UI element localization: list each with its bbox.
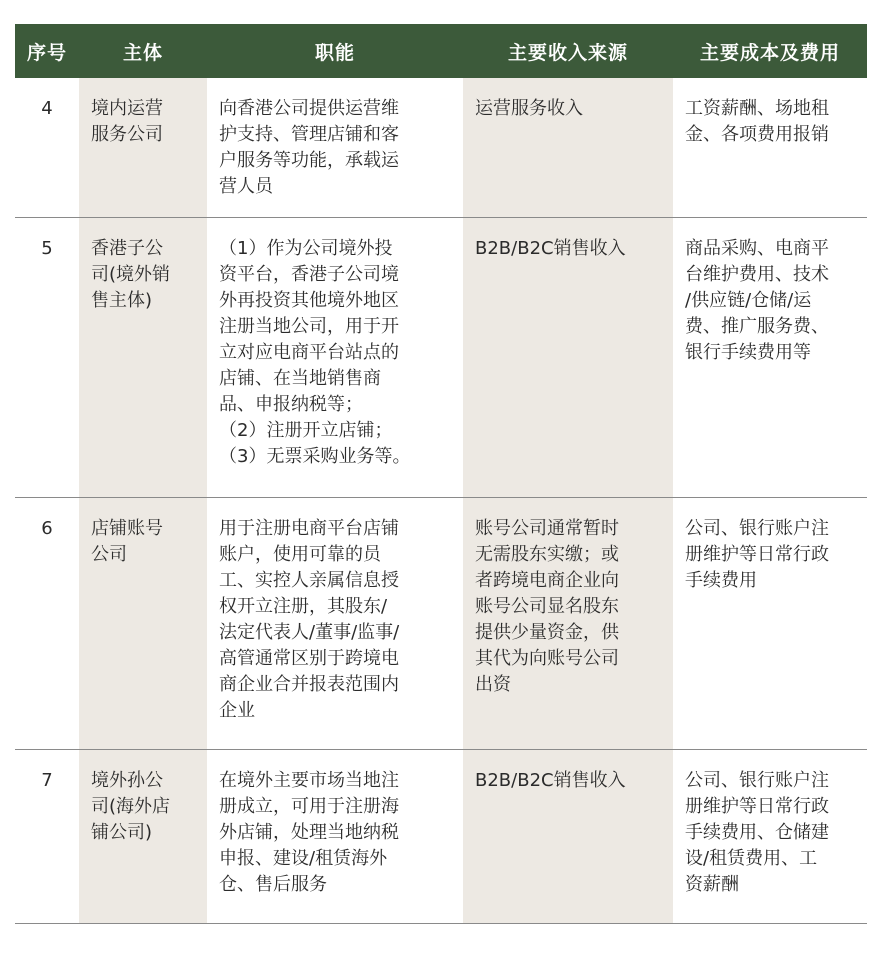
header-cell-income: 主要收入来源 bbox=[507, 41, 628, 64]
header-cell-cost: 主要成本及费用 bbox=[699, 41, 840, 64]
table-row bbox=[15, 78, 867, 218]
cell-cost: 公司、银行账户注 册维护等日常行政 手续费用 bbox=[685, 518, 829, 591]
data-table bbox=[15, 24, 867, 924]
cell-cost: 商品采购、电商平 台维护费用、技术 /供应链/仓储/运 费、推广服务费、 银行手续费用等 bbox=[685, 238, 829, 363]
cell-function: 向香港公司提供运营维 护支持、管理店铺和客 户服务等功能，承载运 营人员 bbox=[219, 98, 399, 197]
cell-no: 6 bbox=[41, 518, 53, 539]
table-header bbox=[15, 24, 867, 78]
cell-cost: 工资薪酬、场地租 金、各项费用报销 bbox=[685, 98, 829, 145]
cell-function: （1）作为公司境外投 资平台，香港子公司境 外再投资其他境外地区 注册当地公司，用于开 立对应电商平台站点的 店铺、在当地销售商 品、申报纳税等； （2）注册开立店铺； （3）无票采购业务等。 bbox=[219, 238, 411, 467]
header-cell-entity: 主体 bbox=[122, 41, 163, 64]
cell-cost: 公司、银行账户注 册维护等日常行政 手续费用、仓储建 设/租赁费用、工 资薪酬 bbox=[685, 770, 829, 895]
cell-function: 在境外主要市场当地注 册成立，可用于注册海 外店铺，处理当地纳税 申报、建设/租赁海外 仓、售后服务 bbox=[219, 770, 399, 895]
cell-income: 运营服务收入 bbox=[463, 78, 673, 217]
cell-entity: 境外孙公 司(海外店 铺公司) bbox=[79, 750, 207, 923]
cell-no: 7 bbox=[41, 770, 53, 791]
cell-no: 4 bbox=[41, 98, 53, 119]
cell-entity: 境内运营 服务公司 bbox=[79, 78, 207, 217]
table-row bbox=[15, 218, 867, 498]
header-cell-no: 序号 bbox=[26, 41, 67, 64]
cell-no: 5 bbox=[41, 238, 53, 259]
table-row bbox=[15, 750, 867, 924]
cell-income: B2B/B2C销售收入 bbox=[463, 750, 673, 923]
cell-entity: 店铺账号 公司 bbox=[79, 498, 207, 749]
header-cell-function: 职能 bbox=[314, 41, 355, 64]
cell-income: 账号公司通常暂时 无需股东实缴；或 者跨境电商企业向 账号公司显名股东 提供少量资金，供 其代为向账号公司 出资 bbox=[463, 498, 673, 749]
cell-function: 用于注册电商平台店铺 账户，使用可靠的员 工、实控人亲属信息授 权开立注册，其股东/ 法定代表人/董事/监事/ 高管通常区别于跨境电 商企业合并报表范围内 企业 bbox=[219, 518, 400, 721]
table-row bbox=[15, 498, 867, 750]
cell-income: B2B/B2C销售收入 bbox=[463, 218, 673, 497]
cell-entity: 香港子公 司(境外销 售主体) bbox=[79, 218, 207, 497]
